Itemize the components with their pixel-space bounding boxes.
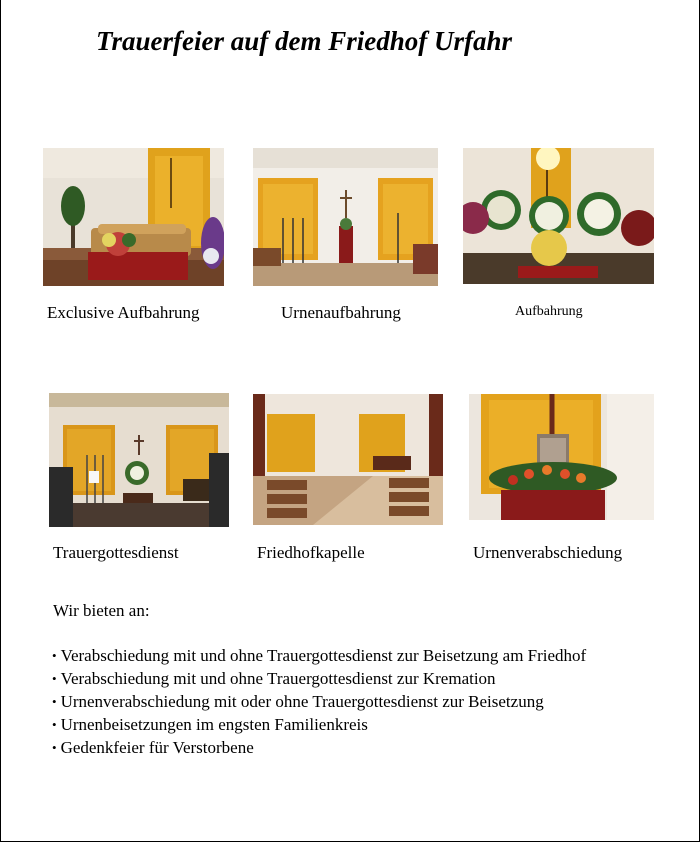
page-title: Trauerfeier auf dem Friedhof Urfahr [96, 26, 512, 56]
list-item: • Verabschiedung mit und ohne Trauergottesdienst zur Kremation [52, 668, 586, 691]
caption-urnenverabschiedung: Urnenverabschiedung [473, 543, 623, 562]
photo-exclusive-aufbahrung [43, 148, 224, 286]
photo-aufbahrung [463, 148, 654, 284]
list-item: • Urnenbeisetzungen im engsten Familienkreis [52, 714, 586, 737]
offers-intro: Wir bieten an: [53, 601, 150, 620]
photo-urnenverabschiedung [469, 394, 654, 520]
list-item: • Urnenverabschiedung mit oder ohne Trauergottesdienst zur Beisetzung [52, 691, 586, 714]
photo-trauergottesdienst [49, 393, 229, 527]
caption-exclusive-aufbahrung: Exclusive Aufbahrung [47, 303, 200, 322]
offers-list [52, 645, 586, 760]
list-item: • Verabschiedung mit und ohne Trauergottesdienst zur Beisetzung am Friedhof [52, 645, 586, 668]
caption-trauergottesdienst: Trauergottesdienst [53, 543, 179, 562]
photo-urnenaufbahrung [253, 148, 438, 286]
photo-friedhofkapelle [253, 394, 443, 525]
caption-friedhofkapelle: Friedhofkapelle [257, 543, 365, 562]
caption-aufbahrung: Aufbahrung [515, 304, 583, 319]
caption-urnenaufbahrung: Urnenaufbahrung [281, 303, 401, 322]
list-item: • Gedenkfeier für Verstorbene [52, 737, 586, 760]
